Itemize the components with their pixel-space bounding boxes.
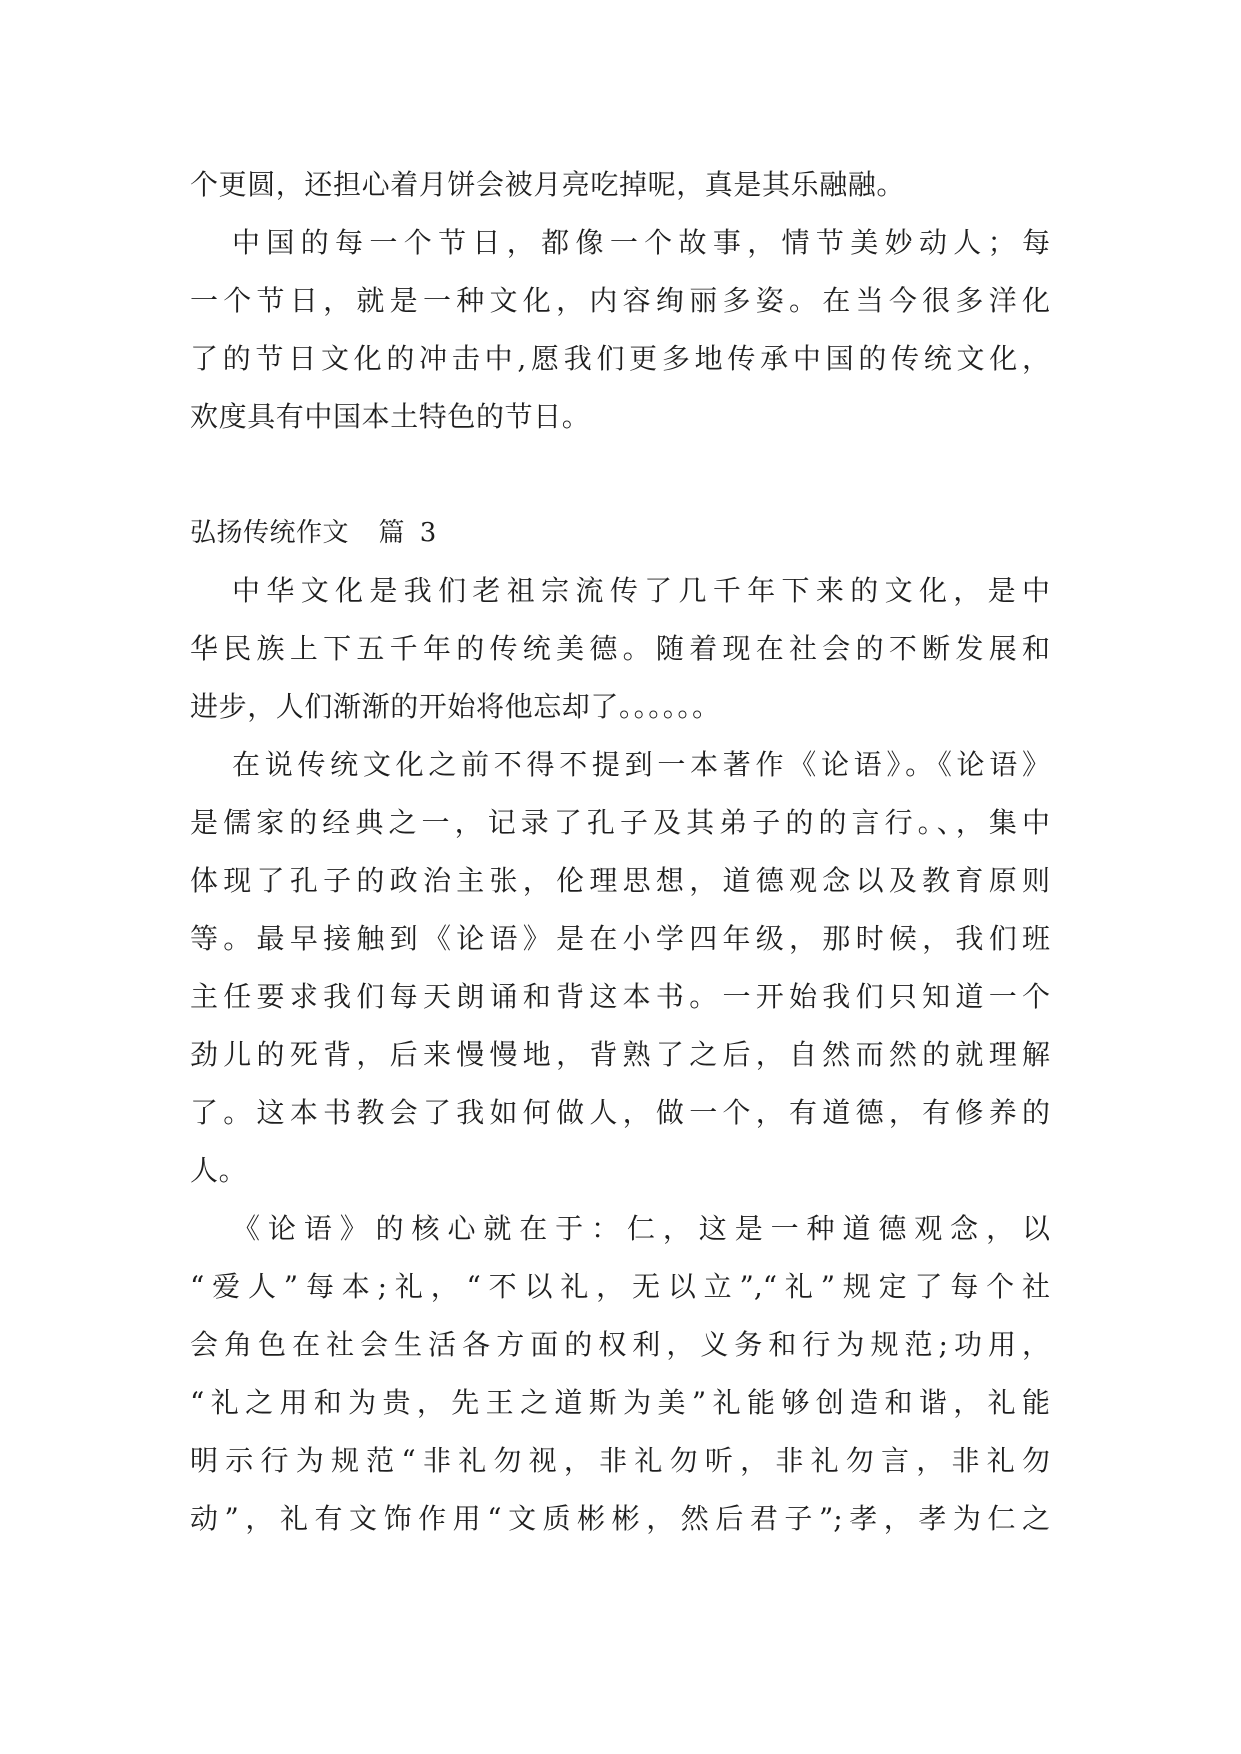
- paragraph-analects-core: [190, 1200, 1050, 1548]
- paragraph-festival-culture: [190, 214, 1050, 446]
- text-line: 了。这本书教会了我如何做人，做一个，有道德，有修养的: [190, 1096, 1050, 1129]
- paragraph-continued: [190, 156, 1050, 214]
- text-line: 个更圆，还担心着月饼会被月亮吃掉呢，真是其乐融融。: [190, 168, 906, 201]
- text-line: 等。最早接触到《论语》是在小学四年级，那时候，我们班: [190, 922, 1050, 955]
- text-line: 动”，礼有文饰作用“文质彬彬，然后君子”;孝，孝为仁之: [190, 1502, 1050, 1535]
- text-line: 华民族上下五千年的传统美德。随着现在社会的不断发展和: [190, 632, 1050, 665]
- text-line: 在说传统文化之前不得不提到一本著作《论语》。《论语》: [232, 748, 1050, 781]
- text-line: 人。: [190, 1154, 248, 1187]
- text-line: 一个节日，就是一种文化，内容绚丽多姿。在当今很多洋化: [190, 284, 1050, 317]
- text-line: 中华文化是我们老祖宗流传了几千年下来的文化，是中: [232, 574, 1050, 607]
- document-body: [190, 156, 1050, 1548]
- text-line: 会角色在社会生活各方面的权利，义务和行为规范;功用，: [190, 1328, 1050, 1361]
- text-line: 明示行为规范“非礼勿视，非礼勿听，非礼勿言，非礼勿: [190, 1444, 1050, 1477]
- paragraph-analects: [190, 736, 1050, 1200]
- text-line: “爱人”每本;礼，“不以礼，无以立”,“礼”规定了每个社: [190, 1270, 1050, 1303]
- text-line: 是儒家的经典之一，记录了孔子及其弟子的的言行。、，集中: [190, 806, 1050, 839]
- blank-line: [190, 446, 1050, 504]
- section-heading: 弘扬传统作文 篇 3: [190, 518, 437, 548]
- text-line: 主任要求我们每天朗诵和背这本书。一开始我们只知道一个: [190, 980, 1050, 1013]
- text-line: “礼之用和为贵，先王之道斯为美”礼能够创造和谐，礼能: [190, 1386, 1050, 1419]
- text-line: 劲儿的死背，后来慢慢地，背熟了之后，自然而然的就理解: [190, 1038, 1050, 1071]
- text-line: 进步，人们渐渐的开始将他忘却了。。。。。。: [190, 690, 721, 723]
- text-line: 欢度具有中国本土特色的节日。: [190, 400, 591, 433]
- text-line: 中国的每一个节日，都像一个故事，情节美妙动人；每: [232, 226, 1050, 259]
- text-line: 《论语》的核心就在于：仁，这是一种道德观念，以: [232, 1212, 1050, 1245]
- paragraph-chinese-culture: [190, 562, 1050, 736]
- text-line: 了的节日文化的冲击中,愿我们更多地传承中国的传统文化，: [190, 342, 1050, 375]
- text-line: 体现了孔子的政治主张，伦理思想，道德观念以及教育原则: [190, 864, 1050, 897]
